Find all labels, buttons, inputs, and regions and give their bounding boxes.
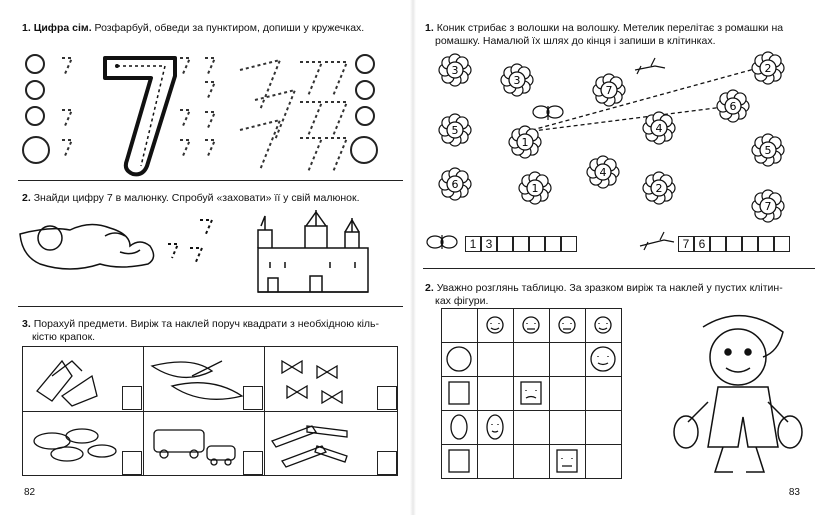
flower bbox=[717, 90, 749, 122]
flower-label: 5 bbox=[764, 144, 772, 157]
task1-number-right: 1. bbox=[425, 22, 434, 34]
divider bbox=[18, 306, 403, 307]
flower-label: 2 bbox=[655, 182, 663, 195]
flower-label: 5 bbox=[451, 124, 459, 137]
flower bbox=[439, 54, 471, 86]
answer-cell[interactable]: 1 bbox=[465, 236, 481, 252]
flower bbox=[752, 190, 784, 222]
answer-cell[interactable]: 6 bbox=[694, 236, 710, 252]
flower bbox=[587, 156, 619, 188]
answer-cell[interactable] bbox=[742, 236, 758, 252]
task2-number-right: 2. bbox=[425, 282, 434, 294]
answer-cell[interactable] bbox=[513, 236, 529, 252]
dotted-sevens bbox=[0, 0, 413, 200]
answer-cell[interactable] bbox=[561, 236, 577, 252]
task1-instruction-right bbox=[425, 22, 815, 48]
answer-cell[interactable] bbox=[726, 236, 742, 252]
flower-label: 3 bbox=[451, 64, 459, 77]
flower-label: 7 bbox=[764, 200, 772, 213]
flower bbox=[643, 112, 675, 144]
flower bbox=[752, 134, 784, 166]
task1-line1-right: Коник стрибає з волошки на волошку. Метелик перелітає з ромашки на bbox=[436, 22, 784, 34]
task2-line2-right: ках фігури. bbox=[435, 295, 489, 307]
flower-label: 6 bbox=[451, 178, 459, 191]
divider bbox=[423, 268, 815, 269]
task1-text: Розфарбуй, обведи за пунктиром, допиши у кружечках. bbox=[94, 22, 365, 34]
page-number-right: 83 bbox=[788, 487, 800, 498]
answer-cell[interactable] bbox=[497, 236, 513, 252]
page-number: 82 bbox=[24, 487, 36, 498]
answer-cell[interactable] bbox=[545, 236, 561, 252]
task1-number: 1. bbox=[22, 22, 31, 34]
flower-label: 6 bbox=[729, 100, 737, 113]
flower-label: 1 bbox=[531, 182, 539, 195]
flower bbox=[501, 64, 533, 96]
flower-label: 1 bbox=[521, 136, 529, 149]
answer-cell[interactable] bbox=[710, 236, 726, 252]
big-seven-outline bbox=[95, 48, 185, 178]
flower-label: 2 bbox=[764, 62, 772, 75]
task1-line2-right: ромашку. Намалюй їх шлях до кінця і запиши в клітинках. bbox=[435, 35, 716, 47]
grasshopper-icon bbox=[635, 58, 665, 74]
answer-cell[interactable] bbox=[529, 236, 545, 252]
counting-objects bbox=[22, 346, 398, 476]
flower bbox=[439, 114, 471, 146]
answer-cell[interactable] bbox=[758, 236, 774, 252]
task2-number: 2. bbox=[22, 192, 31, 204]
grasshopper-answer-icon bbox=[638, 230, 678, 254]
flower bbox=[593, 74, 625, 106]
answer-cell[interactable]: 3 bbox=[481, 236, 497, 252]
task2-line1-right: Уважно розглянь таблицю. За зразком виріж та наклей у пустих клітин- bbox=[436, 282, 783, 294]
flower bbox=[519, 172, 551, 204]
hidden-seven-drawing bbox=[10, 208, 410, 298]
flower-label: 7 bbox=[605, 84, 613, 97]
shape-table bbox=[441, 308, 621, 478]
flower-label: 3 bbox=[513, 74, 521, 87]
table-shapes bbox=[441, 308, 621, 478]
task3-number: 3. bbox=[22, 318, 31, 330]
task2-instruction bbox=[22, 192, 402, 205]
flower-label: 4 bbox=[599, 166, 607, 179]
task3-instruction bbox=[22, 318, 402, 344]
boy-with-masks-illustration bbox=[668, 302, 818, 482]
task3-line1: Порахуй предмети. Виріж та наклей поруч квадрати з необхідною кіль- bbox=[33, 318, 380, 330]
flower bbox=[752, 52, 784, 84]
butterfly-icon bbox=[533, 106, 563, 120]
divider bbox=[18, 180, 403, 181]
task3-line2: кістю крапок. bbox=[32, 331, 96, 343]
flower-field bbox=[413, 50, 826, 230]
task2-text: Знайди цифру 7 в малюнку. Спробуй «заховати» її у свій малюнок. bbox=[33, 192, 360, 204]
task1-title: Цифра сім. bbox=[33, 22, 92, 34]
answer-cell[interactable] bbox=[774, 236, 790, 252]
flower bbox=[439, 168, 471, 200]
flower bbox=[509, 126, 541, 158]
answer-cell[interactable]: 7 bbox=[678, 236, 694, 252]
flower-label: 4 bbox=[655, 122, 663, 135]
flower bbox=[643, 172, 675, 204]
right-page bbox=[413, 0, 826, 515]
